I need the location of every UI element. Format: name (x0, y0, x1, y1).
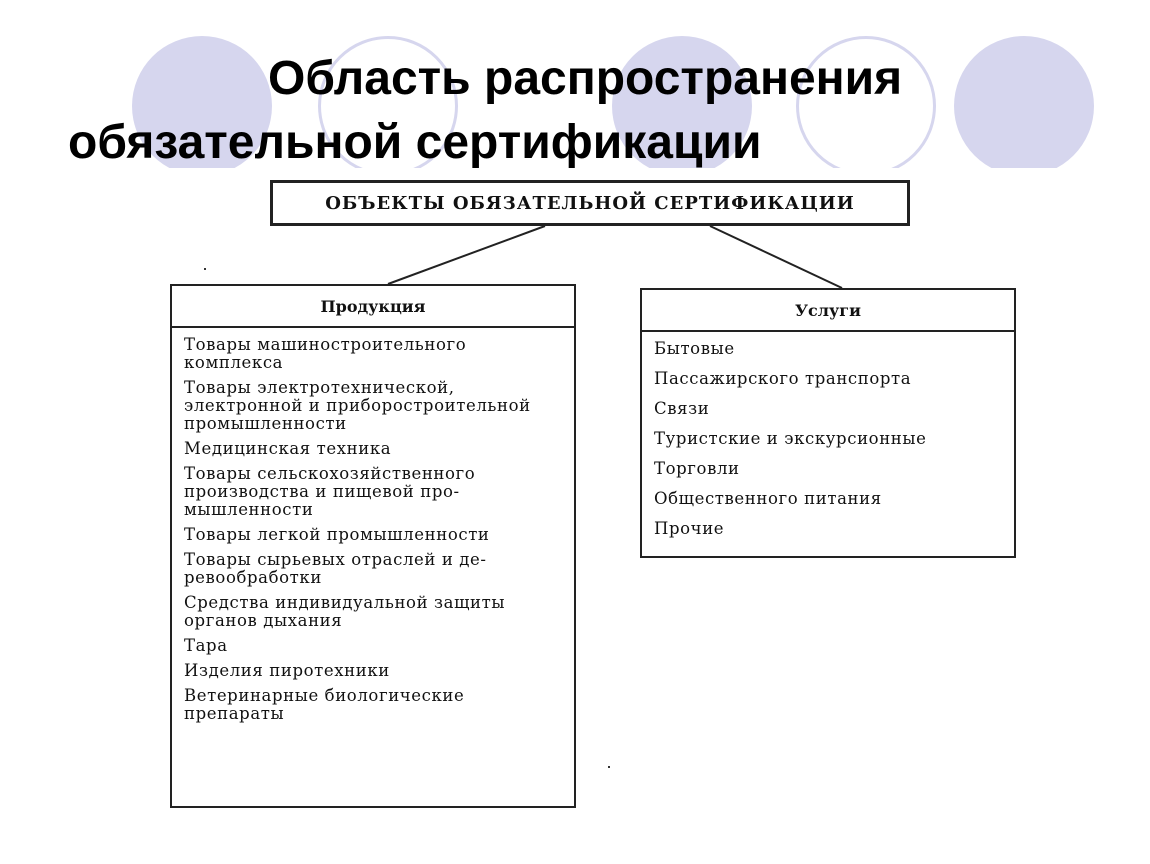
connector-to-products (388, 226, 545, 284)
services-item: Связи (654, 399, 710, 418)
services-list (642, 332, 1014, 538)
scan-dot (204, 268, 206, 270)
products-item: Средства индивидуальной защиты органов дыхания (184, 593, 506, 630)
decorative-circle-5 (954, 36, 1094, 176)
root-node (270, 180, 910, 226)
products-item: Изделия пиротехники (184, 661, 390, 680)
root-node-label: ОБЪЕКТЫ ОБЯЗАТЕЛЬНОЙ СЕРТИФИКАЦИИ (325, 192, 855, 214)
slide-title-line-2: обязательной сертификации (68, 116, 762, 169)
products-item: Тара (184, 636, 228, 655)
products-item: Товары электротехнической, электронной и приборостроительной промышленности (184, 378, 531, 433)
products-item: Товары сельскохозяйственного производства и пищевой промышленности (184, 464, 476, 519)
services-header: Услуги (642, 290, 1014, 332)
services-item: Бытовые (654, 339, 735, 358)
services-item: Общественного питания (654, 489, 882, 508)
services-item: Прочие (654, 519, 725, 538)
slide-title-line-1: Область распространения (268, 52, 903, 105)
products-item: Ветеринарные биологические препараты (184, 686, 465, 723)
products-item: Товары машиностроительного комплекса (184, 335, 467, 372)
services-panel (640, 288, 1016, 558)
products-item: Медицинская техника (184, 439, 392, 458)
products-item: Товары легкой промышленности (184, 525, 490, 544)
products-panel (170, 284, 576, 808)
products-item: Товары сырьевых отраслей и деревообработки (184, 550, 486, 587)
products-header: Продукция (172, 286, 574, 328)
services-item: Пассажирского транспорта (654, 369, 912, 388)
services-item: Туристские и экскурсионные (654, 429, 927, 448)
connector-to-services (710, 226, 842, 288)
products-list (172, 328, 574, 723)
services-item: Торговли (654, 459, 740, 478)
scan-dot (608, 766, 610, 768)
